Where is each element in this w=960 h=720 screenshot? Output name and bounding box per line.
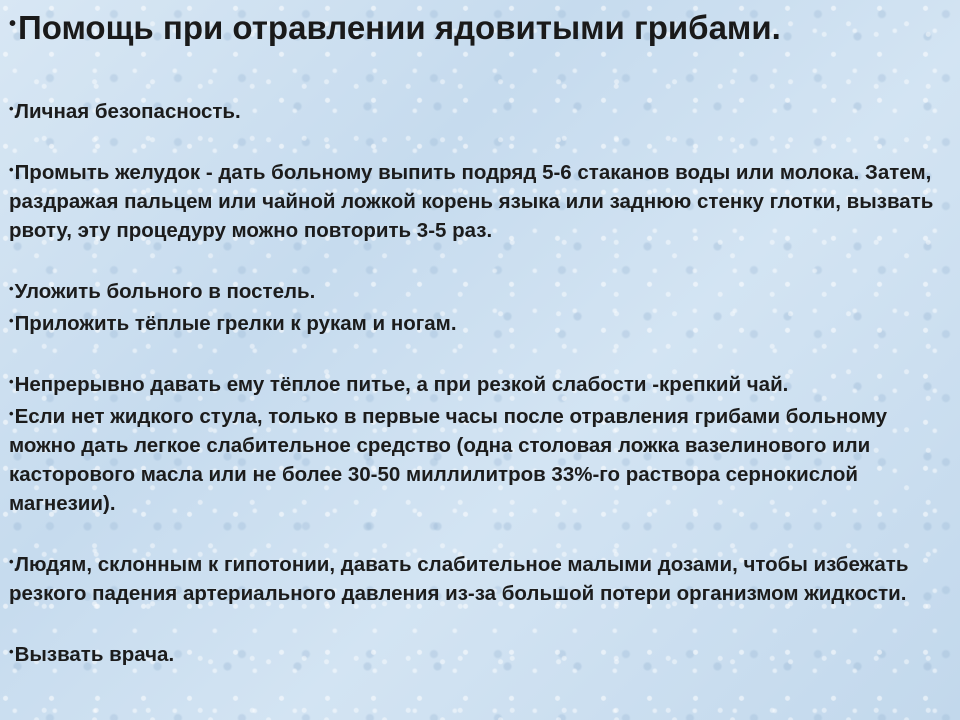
item-bullet: •	[9, 643, 14, 659]
list-item	[9, 637, 954, 669]
item-bullet: •	[9, 280, 14, 296]
bullet-list	[9, 94, 954, 669]
title-bullet: •	[9, 13, 17, 35]
list-item	[9, 547, 954, 608]
list-item	[9, 274, 954, 306]
slide-content	[9, 8, 954, 669]
item-bullet: •	[9, 405, 14, 421]
list-item	[9, 155, 954, 245]
slide-title	[9, 8, 954, 48]
item-bullet: •	[9, 100, 14, 116]
list-item	[9, 399, 954, 518]
title-text: Помощь при отравлении ядовитыми грибами.	[18, 9, 781, 46]
list-item	[9, 94, 954, 126]
item-bullet: •	[9, 312, 14, 328]
list-item	[9, 367, 954, 399]
item-text: Личная безопасность.	[14, 99, 241, 123]
item-text: Вызвать врача.	[14, 642, 175, 666]
item-text: Приложить тёплые грелки к рукам и ногам.	[14, 311, 457, 335]
item-text: Уложить больного в постель.	[14, 279, 316, 303]
item-text: Если нет жидкого стула, только в первые часы после отравления грибами больному можно дать легкое слабительное средство (одна столовая ложка вазелинового или касторового масла или не более 30-50 миллилитров 33%-го раствора сернокислой магнезии).	[9, 404, 887, 515]
item-text: Людям, склонным к гипотонии, давать слабительное малыми дозами, чтобы избежать резкого падения артериального давления из-за большой потери организмом жидкости.	[9, 552, 909, 605]
list-item	[9, 306, 954, 338]
item-bullet: •	[9, 553, 14, 569]
item-text: Промыть желудок - дать больному выпить подряд 5-6 стаканов воды или молока. Затем, раздражая пальцем или чайной ложкой корень языка или заднюю стенку глотки, вызвать рвоту, эту процедуру можно повторить 3-5 раз.	[9, 160, 934, 242]
item-bullet: •	[9, 161, 14, 177]
item-text: Непрерывно давать ему тёплое питье, а при резкой слабости -крепкий чай.	[14, 372, 789, 396]
item-bullet: •	[9, 373, 14, 389]
